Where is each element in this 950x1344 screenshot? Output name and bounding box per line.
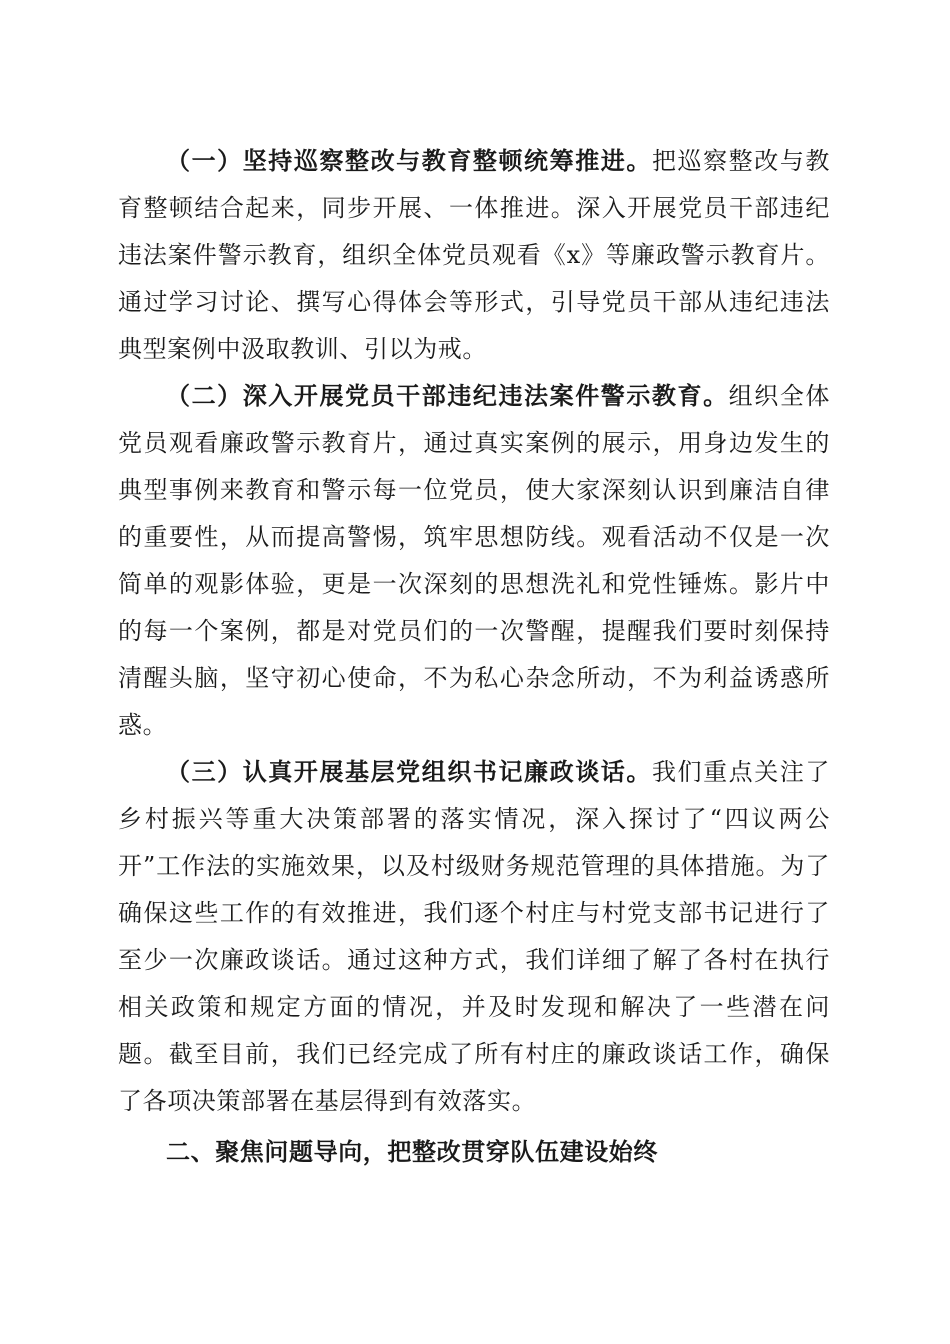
paragraph-1-body: 把巡察整改与教育整顿结合起来，同步开展、一体推进。深入开展党员干部违纪违法案件警示教育，组织全体党员观看《x》等廉政警示教育片。通过学习讨论、撰写心得体会等形式，引导党员干部从违纪违法典型案例中汲取教训、引以为戒。 [118,147,830,363]
paragraph-1 [118,138,830,373]
paragraph-3-body: 我们重点关注了乡村振兴等重大决策部署的落实情况，深入探讨了“四议两公开”工作法的实施效果，以及村级财务规范管理的具体措施。为了确保这些工作的有效推进，我们逐个村庄与村党支部书记进行了至少一次廉政谈话。通过这种方式，我们详细了解了各村在执行相关政策和规定方面的情况，并及时发现和解决了一些潜在问题。截至目前，我们已经完成了所有村庄的廉政谈话工作，确保了各项决策部署在基层得到有效落实。 [118,758,830,1115]
document-page [118,138,830,1176]
paragraph-2 [118,373,830,749]
paragraph-3-lead: （三）认真开展基层党组织书记廉政谈话。 [166,758,652,786]
paragraph-1-lead: （一）坚持巡察整改与教育整顿统筹推进。 [166,147,652,175]
paragraph-3 [118,749,830,1125]
paragraph-2-body: 组织全体党员观看廉政警示教育片，通过真实案例的展示，用身边发生的典型事例来教育和警示每一位党员，使大家深刻认识到廉洁自律的重要性，从而提高警惕，筑牢思想防线。观看活动不仅是一次简单的观影体验，更是一次深刻的思想洗礼和党性锤炼。影片中的每一个案例，都是对党员们的一次警醒，提醒我们要时刻保持清醒头脑，坚守初心使命，不为私心杂念所动，不为利益诱惑所惑。 [118,382,830,739]
paragraph-2-lead: （二）深入开展党员干部违纪违法案件警示教育。 [166,382,729,410]
section-heading: 二、聚焦问题导向，把整改贯穿队伍建设始终 [166,1138,658,1166]
